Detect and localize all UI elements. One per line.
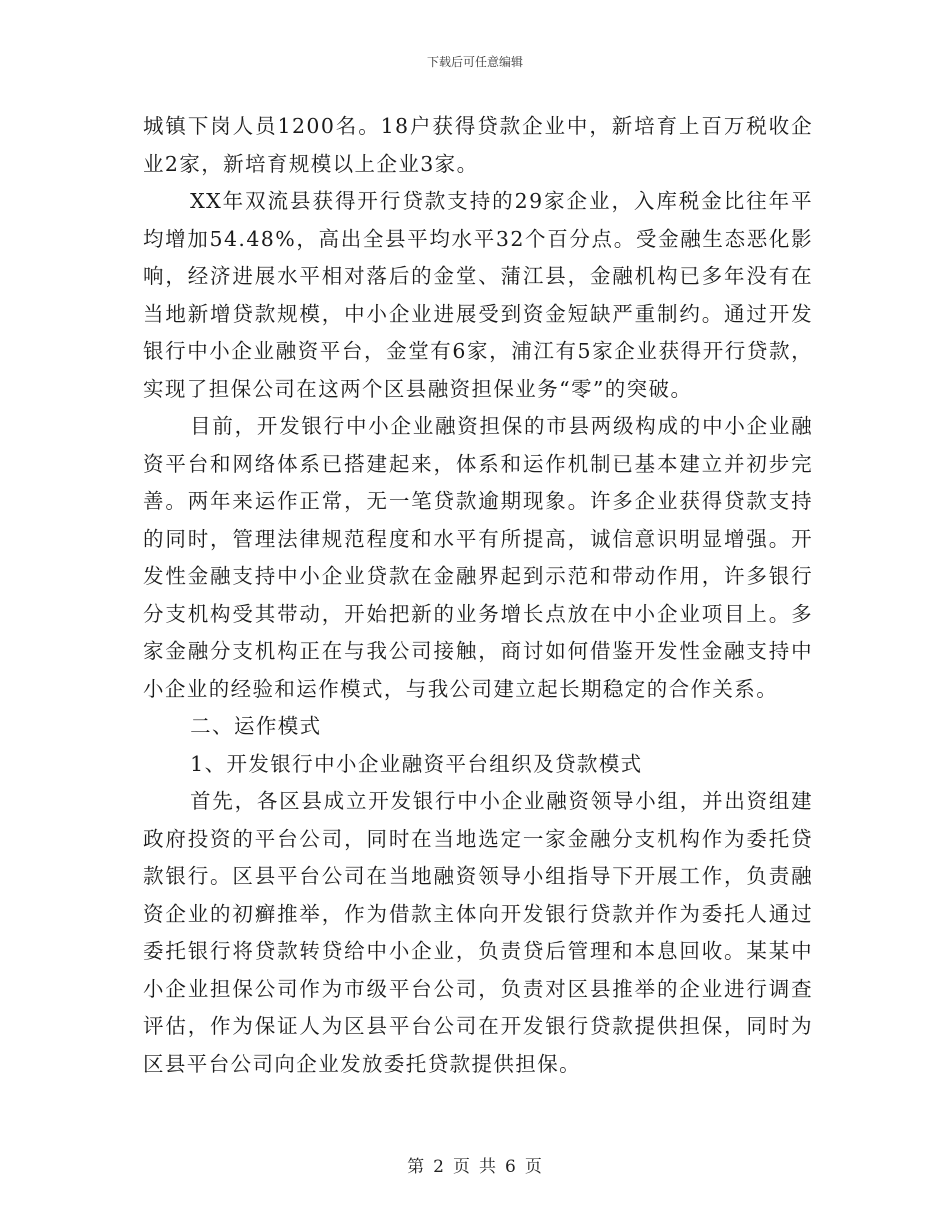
paragraph-4: 首先，各区县成立开发银行中小企业融资领导小组，并出资组建政府投资的平台公司，同时在当地选定一家金融分支机构作为委托贷款银行。区县平台公司在当地融资领导小组指导下开展工作，负责融资企业的初癣推举，作为借款主体向开发银行贷款并作为委托人通过委托银行将贷款转贷给中小企业，负责贷后管理和本息回收。某某中小企业担保公司作为市级平台公司，负责对区县推举的企业进行调查评估，作为保证人为区县平台公司在开发银行贷款提供担保，同时为区县平台公司向企业发放委托贷款提供担保。 (143, 789, 813, 1076)
page-header: 下载后可任意编辑 (426, 55, 523, 69)
footer-label-page: 第 (407, 1157, 426, 1177)
paragraph-1: 城镇下岗人员1200名。18户获得贷款企业中，新培育上百万税收企业2家，新培育规模以上企业3家。 (143, 114, 813, 176)
footer-label-total: 共 (479, 1157, 497, 1177)
page-footer (0, 1152, 950, 1177)
footer-total-pages: 6 (505, 1157, 517, 1177)
document-body (143, 108, 813, 1083)
footer-label-page-unit: 页 (453, 1157, 471, 1177)
paragraph-2: XX年双流县获得开行贷款支持的29家企业，入库税金比往年平均增加54.48%，高出全县平均水平32个百分点。受金融生态恶化影响，经济进展水平相对落后的金堂、蒲江县，金融机构已多年没有在当地新增贷款规模，中小企业进展受到资金短缺严重制约。通过开发银行中小企业融资平台，金堂有6家，浦江有5家企业获得开行贷款，实现了担保公司在这两个区县融资担保业务“零”的突破。 (143, 189, 813, 401)
subsection-heading-platform: 1、开发银行中小企业融资平台组织及贷款模式 (190, 751, 643, 776)
footer-label-total-unit: 页 (524, 1157, 543, 1177)
paragraph-3: 目前，开发银行中小企业融资担保的市县两级构成的中小企业融资平台和网络体系已搭建起来，体系和运作机制已基本建立并初步完善。两年来运作正常，无一笔贷款逾期现象。许多企业获得贷款支持的同时，管理法律规范程度和水平有所提高，诚信意识明显增强。开发性金融支持中小企业贷款在金融界起到示范和带动作用，许多银行分支机构受其带动，开始把新的业务增长点放在中小企业项目上。多家金融分支机构正在与我公司接触，商讨如何借鉴开发性金融支持中小企业的经验和运作模式，与我公司建立起长期稳定的合作关系。 (143, 414, 813, 701)
section-heading-operation-mode: 二、运作模式 (190, 714, 322, 738)
footer-current-page: 2 (433, 1157, 445, 1177)
